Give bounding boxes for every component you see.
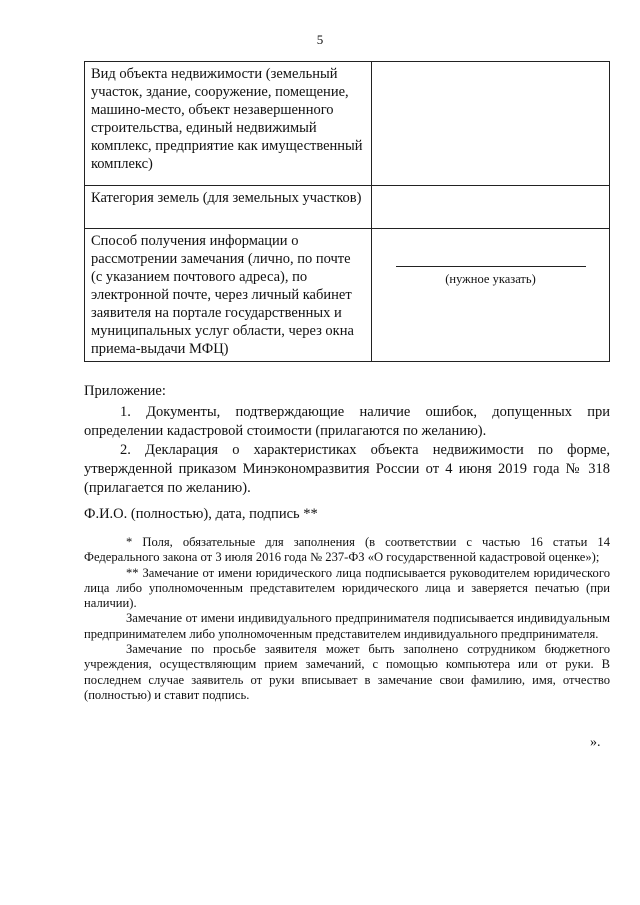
fill-in-line[interactable] <box>396 266 586 267</box>
appendix-item: 2. Декларация о характеристиках объекта недвижимости по форме, утвержденной приказом Минэкономразвития России от 4 июня 2019 года № 318 (прилагается по желанию). <box>84 442 610 496</box>
footnotes <box>84 535 610 703</box>
table-row <box>85 229 610 362</box>
row-label-info-method: Способ получения информации о рассмотрении замечания (лично, по почте (с указанием почтового адреса), по электронной почте, через личный кабинет заявителя на портале государственных и муниципальных услуг области, через окна приема-выдачи МФЦ) <box>85 229 372 362</box>
fill-in-hint: (нужное указать) <box>445 272 536 286</box>
appendix-title: Приложение: <box>84 383 166 399</box>
footnote-entrepreneur: Замечание от имени индивидуального предпринимателя подписывается индивидуальным предпринимателем либо уполномоченным представителем индивидуального предпринимателя. <box>84 611 610 641</box>
row-value-object-type[interactable] <box>372 62 610 186</box>
page-number: 5 <box>316 32 324 47</box>
footnote-legal-entity: ** Замечание от имени юридического лица подписывается руководителем юридического лица либо уполномоченным представителем юридического лица и заверяется печатью (при наличии). <box>84 565 610 611</box>
appendix-item: 1. Документы, подтверждающие наличие ошибок, допущенных при определении кадастровой стоимости (прилагаются по желанию). <box>84 404 610 439</box>
table-row <box>85 62 610 186</box>
closing-quote: ». <box>590 735 601 750</box>
object-info-table <box>84 61 610 362</box>
row-value-info-method[interactable] <box>372 229 610 362</box>
appendix-section <box>84 382 610 498</box>
footnote-required-fields: * Поля, обязательные для заполнения (в соответствии с частью 16 статьи 14 Федерального закона от 3 июля 2016 года № 237-ФЗ «О государственной кадастровой оценке»); <box>84 535 610 565</box>
row-label-land-category: Категория земель (для земельных участков) <box>85 186 372 229</box>
footnote-employee-fill: Замечание по просьбе заявителя может быть заполнено сотрудником бюджетного учреждения, осуществляющим прием замечаний, с помощью компьютера или от руки. В последнем случае заявитель от руки вписывает в замечание свои фамилию, имя, отчество (полностью) и ставит подпись. <box>84 642 610 702</box>
row-label-object-type: Вид объекта недвижимости (земельный участок, здание, сооружение, помещение, машино-место, объект незавершенного строительства, единый недвижимый комплекс, предприятие как имущественный комплекс) <box>85 62 372 186</box>
signature-line: Ф.И.О. (полностью), дата, подпись ** <box>84 506 318 522</box>
row-value-land-category[interactable] <box>372 186 610 229</box>
table-row <box>85 186 610 229</box>
